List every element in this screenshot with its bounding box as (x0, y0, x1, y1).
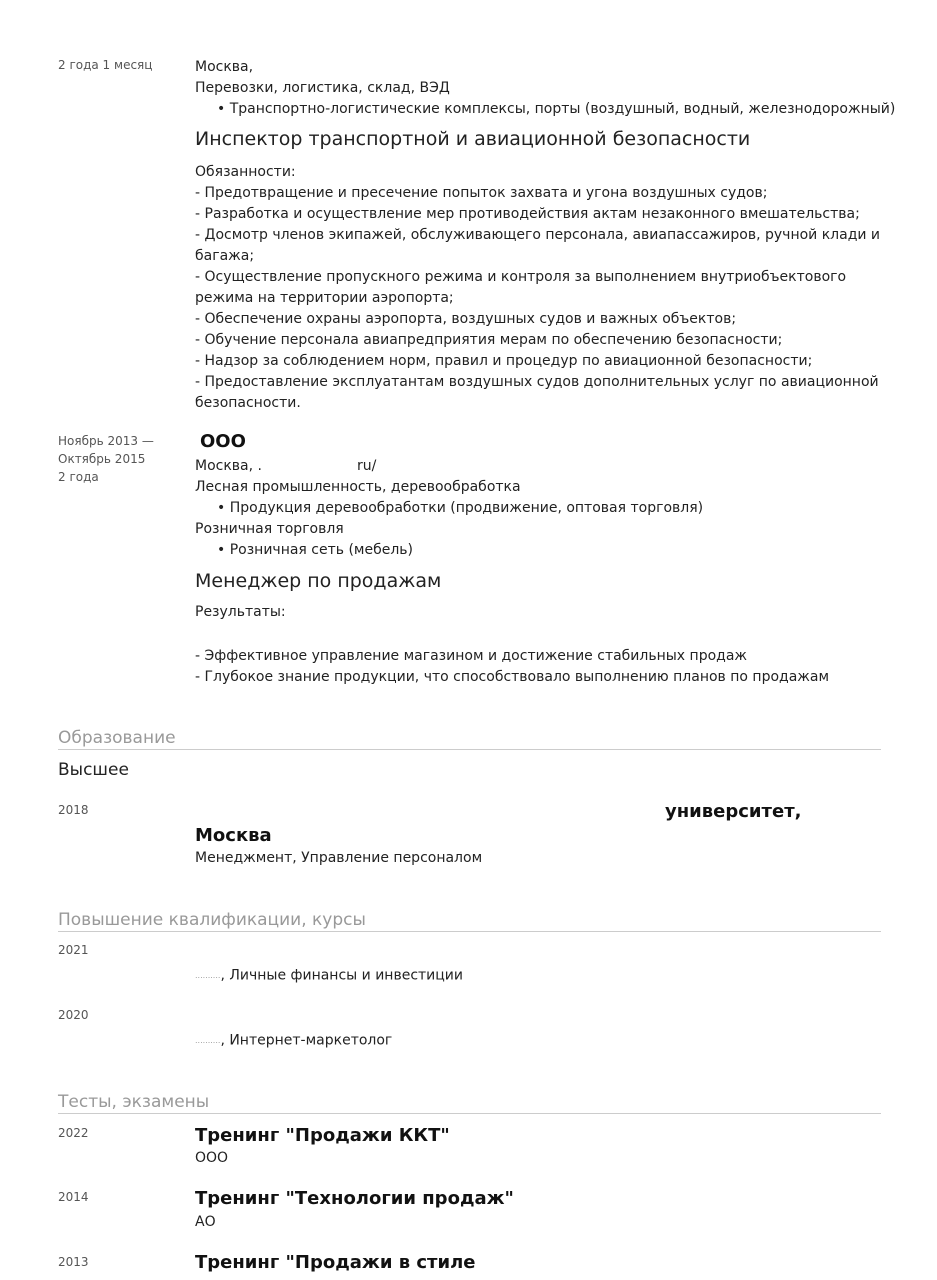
job1-duties (195, 162, 890, 414)
job2-results-label: Результаты: (195, 604, 286, 620)
job2-period-start: Ноябрь 2013 — (58, 434, 154, 448)
result-line: - Эффективное управление магазином и достижение стабильных продаж (195, 648, 748, 664)
job2-company: ООО (200, 431, 246, 452)
test-org: АО (195, 1214, 216, 1230)
test-year: 2014 (58, 1190, 89, 1204)
job2-industry1: Лесная промышленность, деревообработка (195, 479, 521, 495)
job2-position-title: Менеджер по продажам (195, 570, 442, 592)
job1-position-title: Инспектор транспортной и авиационной безопасности (195, 128, 751, 150)
course-title: , Личные финансы и инвестиции (220, 967, 464, 984)
university-name-tail: университет, (665, 801, 802, 822)
education-year: 2018 (58, 803, 89, 817)
tests-heading: Тесты, экзамены (58, 1091, 881, 1114)
test-year: 2022 (58, 1126, 89, 1140)
duty-line: - Надзор за соблюдением норм, правил и процедур по авиационной безопасности; (195, 353, 813, 369)
duty-line: - Осуществление пропускного режима и контроля за выполнением внутриобъектового режима на территории аэропорта; (195, 269, 847, 306)
duty-line: - Досмотр членов экипажей, обслуживающего персонала, авиапассажиров, ручной клади и багажа; (195, 227, 881, 264)
job2-industry1-sub: • Продукция деревообработки (продвижение, оптовая торговля) (195, 498, 917, 519)
job1-industry: Перевозки, логистика, склад, ВЭД (195, 80, 450, 96)
education-heading: Образование (58, 727, 881, 750)
duty-line: - Разработка и осуществление мер противодействия актам незаконного вмешательства; (195, 206, 860, 222)
course-year: 2021 (58, 943, 89, 957)
course-year: 2020 (58, 1008, 89, 1022)
test-title: Тренинг "Продажи в стиле (195, 1252, 476, 1273)
job1-city: Москва, (195, 59, 254, 75)
course-org-masked: .......... (195, 971, 221, 980)
test-title: Тренинг "Технологии продаж" (195, 1188, 514, 1209)
job1-duration: 2 года 1 месяц (58, 58, 153, 72)
duty-line: - Предотвращение и пресечение попыток захвата и угона воздушных судов; (195, 185, 768, 201)
result-line: - Глубокое знание продукции, что способствовало выполнению планов по продажам (195, 669, 830, 685)
job2-industry2-sub: • Розничная сеть (мебель) (195, 540, 917, 561)
job2-industry2: Розничная торговля (195, 521, 344, 537)
courses-heading: Повышение квалификации, курсы (58, 909, 881, 932)
duty-line: Обязанности: (195, 164, 296, 180)
job2-city: Москва, . (195, 458, 262, 474)
university-city: Москва (195, 825, 272, 846)
duty-line: - Обеспечение охраны аэропорта, воздушных судов и важных объектов; (195, 311, 737, 327)
education-level: Высшее (58, 760, 129, 780)
job2-period-end: Октябрь 2015 (58, 452, 146, 466)
test-title: Тренинг "Продажи ККТ" (195, 1125, 450, 1146)
job2-period (58, 432, 154, 486)
course-item (195, 965, 895, 987)
job2-site[interactable]: ru/ (356, 458, 377, 474)
duty-line: - Предоставление эксплуатантам воздушных судов дополнительных услуг по авиационной безопасности. (195, 374, 879, 411)
job2-results (195, 646, 895, 688)
job1-industry-sub: • Транспортно-логистические комплексы, порты (воздушный, водный, железнодорожный) (195, 99, 917, 120)
test-org: ООО (195, 1150, 229, 1166)
course-org-masked: .......... (195, 1036, 221, 1045)
duty-line: - Обучение персонала авиапредприятия мерам по обеспечению безопасности; (195, 332, 783, 348)
job2-duration: 2 года (58, 470, 99, 484)
course-item (195, 1030, 895, 1052)
course-title: , Интернет-маркетолог (220, 1032, 393, 1049)
job2-city-line (195, 456, 895, 477)
test-year: 2013 (58, 1255, 89, 1269)
education-specialty: Менеджмент, Управление персоналом (195, 850, 483, 866)
